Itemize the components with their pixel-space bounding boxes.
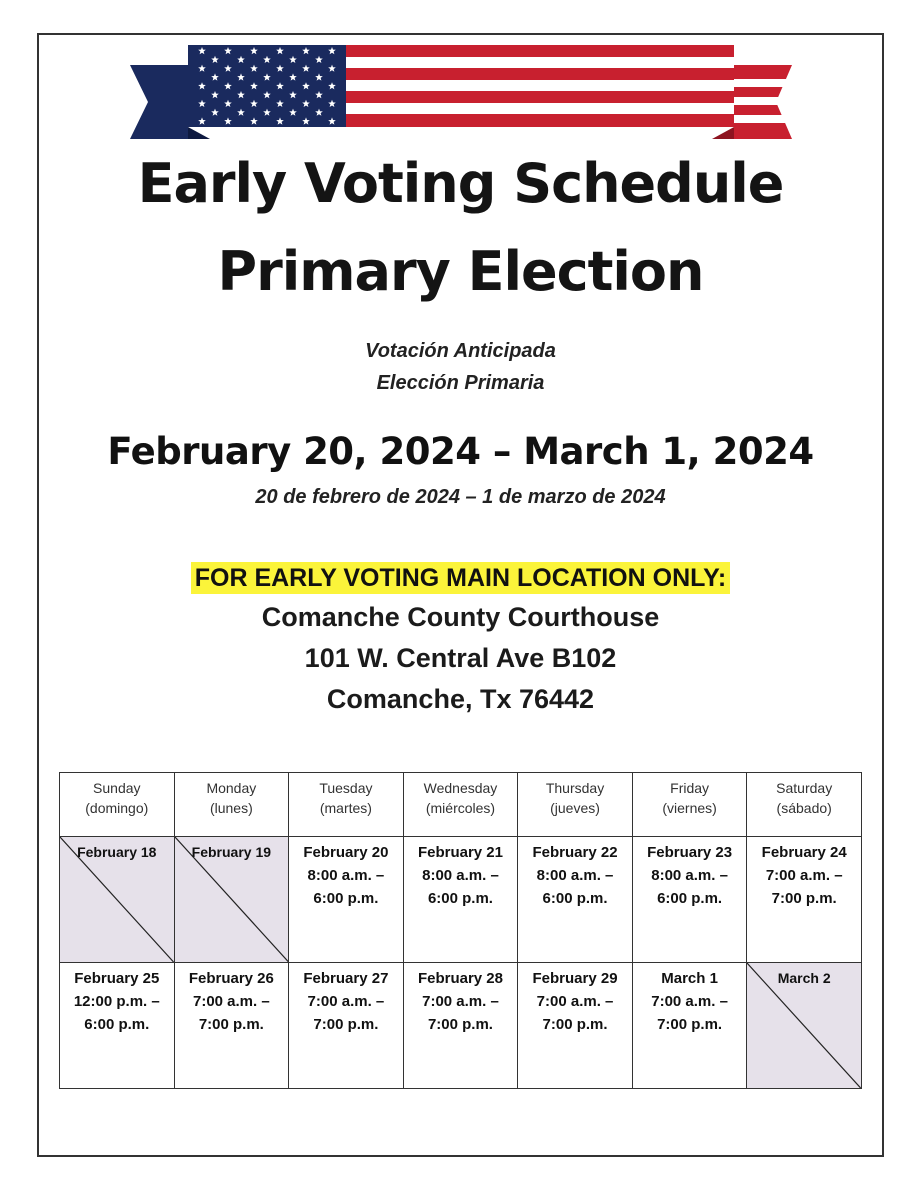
day-date: February 27 (303, 970, 389, 987)
header-saturday: Saturday (sábado) (747, 773, 862, 837)
day-open-time: 7:00 a.m. – (192, 993, 270, 1010)
header-monday: Monday (lunes) (174, 773, 289, 837)
day-cell (60, 963, 175, 1089)
schedule-calendar (59, 772, 862, 1089)
header-thursday: Thursday (jueves) (518, 773, 633, 837)
header-wednesday: Wednesday (miércoles) (403, 773, 518, 837)
day-close-time: 6:00 p.m. (84, 1016, 150, 1033)
day-open-time: 12:00 p.m. – (73, 993, 160, 1010)
day-date: February 24 (761, 844, 847, 861)
day-close-time: 7:00 p.m. (771, 890, 837, 907)
day-date: February 19 (191, 844, 272, 860)
day-cell-closed (174, 837, 289, 963)
us-flag-icon (130, 45, 792, 141)
day-date: February 23 (647, 844, 733, 861)
day-cell (289, 963, 404, 1089)
day-date: February 20 (303, 844, 389, 861)
day-cell (632, 963, 747, 1089)
day-close-time: 7:00 p.m. (657, 1016, 723, 1033)
day-date: February 22 (532, 844, 618, 861)
day-date: February 18 (77, 844, 157, 860)
header-sunday: Sunday (domingo) (60, 773, 175, 837)
day-date: February 26 (188, 970, 274, 987)
subtitle-spanish-line-1: Votación Anticipada (365, 340, 556, 362)
calendar-week-1 (60, 837, 862, 963)
calendar-header-row (60, 773, 862, 837)
day-date: February 25 (74, 970, 160, 987)
day-open-time: 7:00 a.m. – (651, 993, 728, 1010)
day-close-time: 7:00 p.m. (427, 1016, 493, 1033)
calendar-week-2 (60, 963, 862, 1089)
day-cell (403, 963, 518, 1089)
day-date: February 28 (417, 970, 503, 987)
title-line-2: Primary Election (217, 240, 704, 303)
day-close-time: 6:00 p.m. (657, 890, 723, 907)
day-close-time: 6:00 p.m. (427, 890, 493, 907)
day-date: March 2 (777, 970, 831, 986)
day-cell (632, 837, 747, 963)
subtitle-spanish-line-2: Elección Primaria (376, 372, 545, 394)
day-open-time: 8:00 a.m. – (651, 867, 728, 884)
day-date: March 1 (661, 970, 718, 987)
day-cell (518, 963, 633, 1089)
day-date: February 21 (417, 844, 503, 861)
location-city: Comanche, Tx 76442 (326, 684, 595, 714)
header-tuesday: Tuesday (martes) (289, 773, 404, 837)
day-open-time: 7:00 a.m. – (536, 993, 614, 1010)
day-cell (518, 837, 633, 963)
flag-banner (130, 45, 792, 141)
title-line-1: Early Voting Schedule (137, 152, 784, 215)
day-close-time: 7:00 p.m. (313, 1016, 379, 1033)
day-close-time: 6:00 p.m. (542, 890, 608, 907)
day-cell-closed (60, 837, 175, 963)
day-open-time: 7:00 a.m. – (765, 867, 843, 884)
day-close-time: 6:00 p.m. (313, 890, 379, 907)
day-date: February 29 (532, 970, 618, 987)
day-open-time: 8:00 a.m. – (307, 867, 385, 884)
day-cell (174, 963, 289, 1089)
day-open-time: 8:00 a.m. – (422, 867, 499, 884)
date-range-spanish: 20 de febrero de 2024 – 1 de marzo de 2024 (255, 486, 666, 508)
day-cell (747, 837, 862, 963)
location-notice: FOR EARLY VOTING MAIN LOCATION ONLY: (191, 562, 731, 594)
day-close-time: 7:00 p.m. (542, 1016, 608, 1033)
location-street: 101 W. Central Ave B102 (304, 643, 617, 673)
day-open-time: 7:00 a.m. – (307, 993, 385, 1010)
day-close-time: 7:00 p.m. (198, 1016, 264, 1033)
header-friday: Friday (viernes) (632, 773, 747, 837)
date-range: February 20, 2024 – March 1, 2024 (107, 430, 814, 473)
location-name: Comanche County Courthouse (261, 602, 660, 632)
day-cell (403, 837, 518, 963)
day-open-time: 7:00 a.m. – (422, 993, 499, 1010)
day-open-time: 8:00 a.m. – (536, 867, 614, 884)
day-cell (289, 837, 404, 963)
day-cell-closed (747, 963, 862, 1089)
